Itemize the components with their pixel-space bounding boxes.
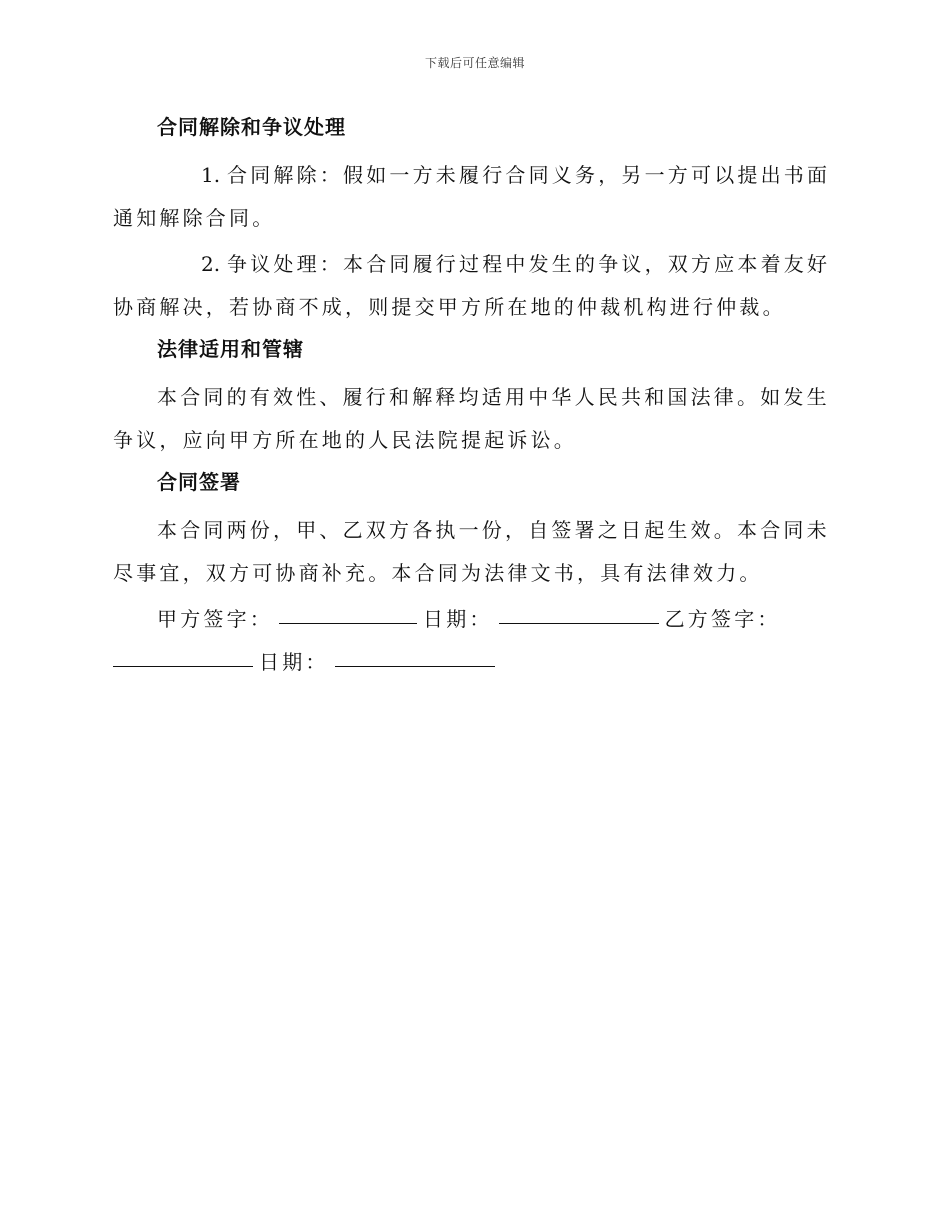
signature-block <box>113 598 833 684</box>
page-header: 下载后可任意编辑 <box>424 56 525 70</box>
party-a-signature-line <box>279 622 417 624</box>
document-body <box>113 110 833 687</box>
law-paragraph: 本合同的有效性、履行和解释均适用中华人民共和国法律。如发生争议，应向甲方所在地的人民法院提起诉讼。 <box>113 385 830 452</box>
party-b-signature-line <box>113 665 253 667</box>
section-heading-termination: 合同解除和争议处理 <box>157 115 346 139</box>
item-number: 1. <box>201 163 221 187</box>
section-heading-law: 法律适用和管辖 <box>157 337 304 361</box>
termination-item-1 <box>113 154 833 240</box>
signing-paragraph: 本合同两份，甲、乙双方各执一份，自签署之日起生效。本合同未尽事宜，双方可协商补充。本合同为法律文书，具有法律效力。 <box>113 518 830 585</box>
party-a-date-line <box>499 622 659 624</box>
item-text: 合同解除：假如一方未履行合同义务，另一方可以提出书面通知解除合同。 <box>113 163 831 230</box>
item-text: 争议处理：本合同履行过程中发生的争议，双方应本着友好协商解决，若协商不成，则提交甲方所在地的仲裁机构进行仲裁。 <box>113 252 831 319</box>
date-label: 日期： <box>259 650 329 674</box>
date-label: 日期： <box>423 607 493 631</box>
termination-item-2 <box>113 243 833 329</box>
section-heading-signing: 合同签署 <box>157 470 241 494</box>
party-b-sign-label: 乙方签字： <box>664 607 781 631</box>
party-b-date-line <box>335 665 495 667</box>
item-number: 2. <box>201 252 221 276</box>
party-a-sign-label: 甲方签字： <box>157 607 273 631</box>
